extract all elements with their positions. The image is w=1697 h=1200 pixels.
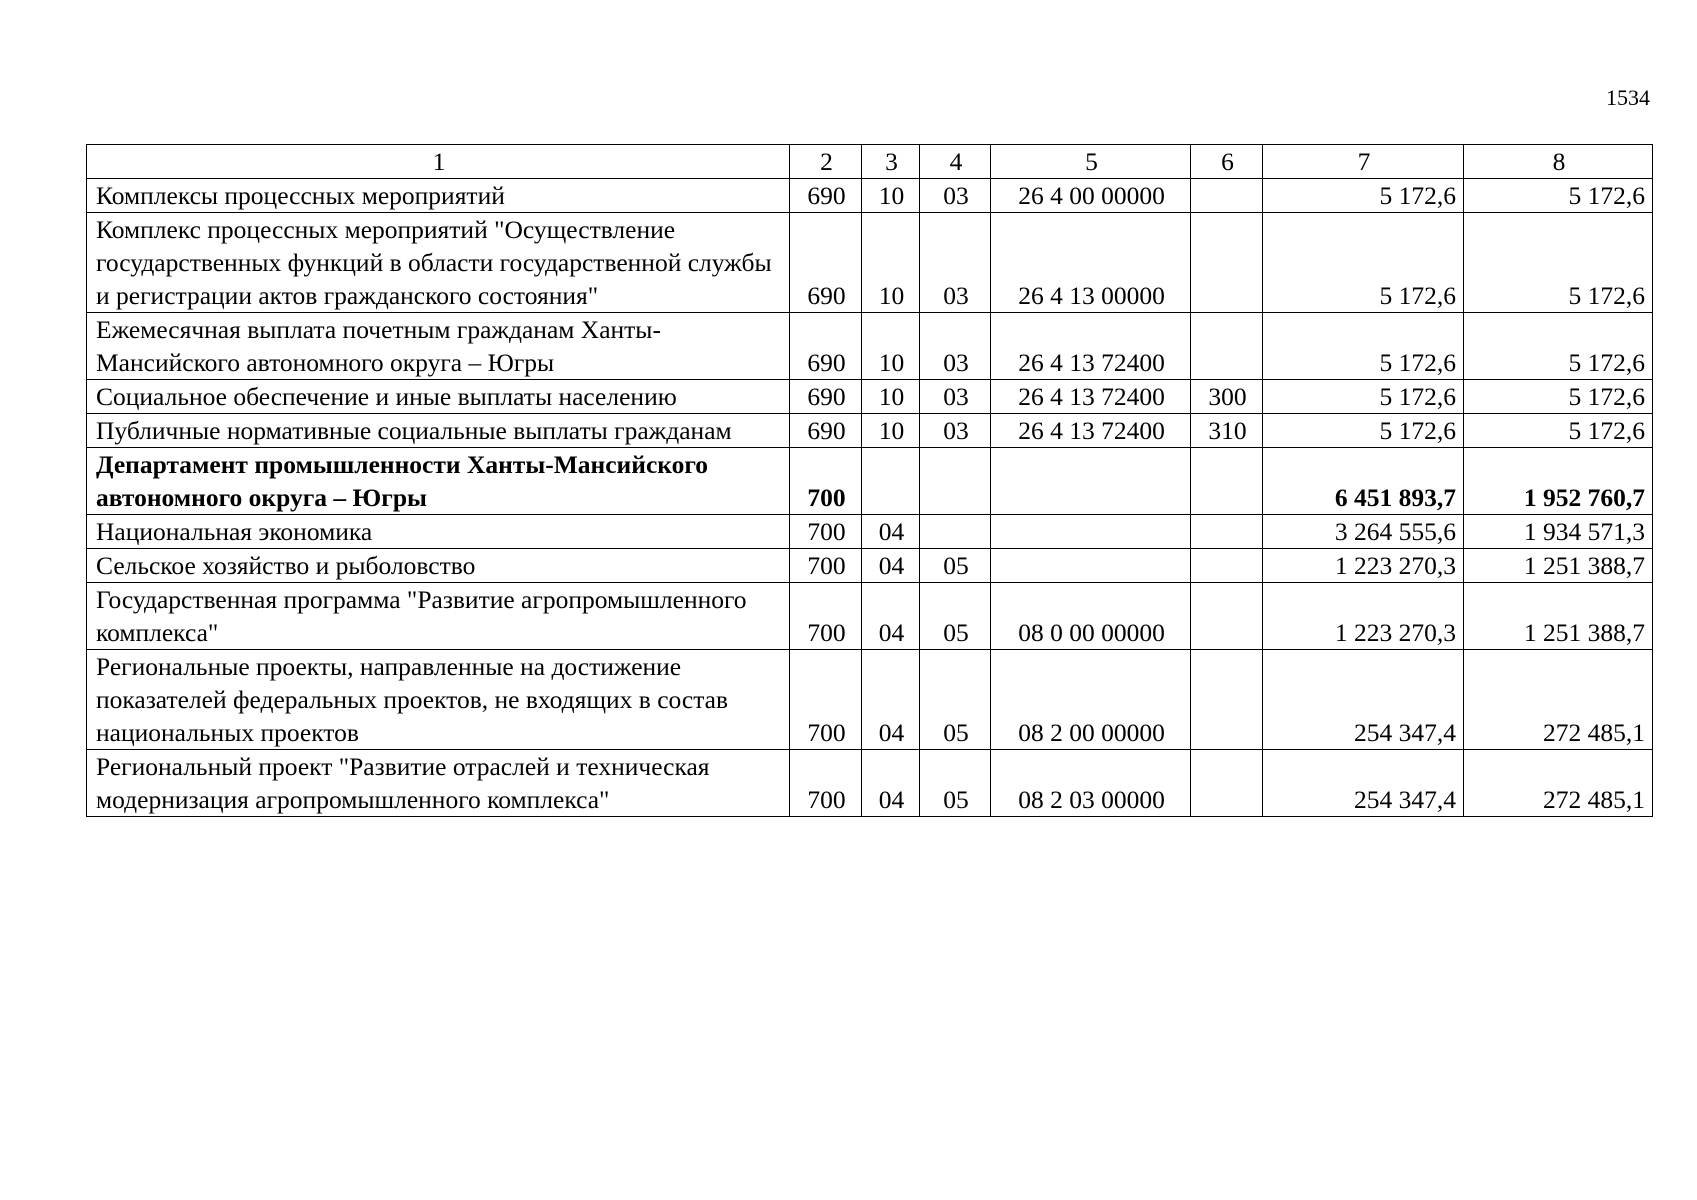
row-target-cell — [991, 448, 1191, 515]
row-amount-cell: 272 485,1 — [1464, 650, 1653, 750]
header-cell: 3 — [862, 145, 920, 179]
row-code-cell: 700 — [790, 583, 862, 650]
row-subsection-cell: 05 — [920, 750, 991, 817]
row-subsection-cell — [920, 448, 991, 515]
header-cell: 4 — [920, 145, 991, 179]
header-cell: 1 — [87, 145, 790, 179]
row-type-cell — [1191, 750, 1263, 817]
table-row — [87, 213, 1653, 313]
row-amount-cell: 1 251 388,7 — [1464, 583, 1653, 650]
row-target-cell: 26 4 00 00000 — [991, 179, 1191, 213]
row-amount-cell: 254 347,4 — [1263, 750, 1464, 817]
row-target-cell — [991, 549, 1191, 583]
row-name-cell: Публичные нормативные социальные выплаты гражданам — [87, 414, 790, 448]
table-row — [87, 414, 1653, 448]
row-amount-cell: 5 172,6 — [1263, 213, 1464, 313]
header-row — [87, 145, 1653, 179]
row-section-cell: 10 — [862, 213, 920, 313]
row-amount-cell: 254 347,4 — [1263, 650, 1464, 750]
row-target-cell: 26 4 13 72400 — [991, 414, 1191, 448]
row-code-cell: 700 — [790, 515, 862, 549]
row-amount-cell: 5 172,6 — [1263, 414, 1464, 448]
row-name-cell: Департамент промышленности Ханты-Мансийского автономного округа – Югры — [87, 448, 790, 515]
header-cell: 5 — [991, 145, 1191, 179]
row-section-cell: 10 — [862, 313, 920, 380]
row-amount-cell: 5 172,6 — [1464, 179, 1653, 213]
row-type-cell — [1191, 549, 1263, 583]
row-target-cell: 26 4 13 00000 — [991, 213, 1191, 313]
row-target-cell: 26 4 13 72400 — [991, 313, 1191, 380]
row-amount-cell: 3 264 555,6 — [1263, 515, 1464, 549]
row-amount-cell: 1 223 270,3 — [1263, 549, 1464, 583]
row-code-cell: 700 — [790, 750, 862, 817]
row-subsection-cell: 05 — [920, 583, 991, 650]
row-amount-cell: 5 172,6 — [1464, 213, 1653, 313]
header-cell: 8 — [1464, 145, 1653, 179]
row-code-cell: 690 — [790, 313, 862, 380]
row-amount-cell: 1 251 388,7 — [1464, 549, 1653, 583]
table-row — [87, 380, 1653, 414]
row-target-cell: 26 4 13 72400 — [991, 380, 1191, 414]
row-amount-cell: 6 451 893,7 — [1263, 448, 1464, 515]
row-code-cell: 700 — [790, 549, 862, 583]
row-section-cell: 04 — [862, 583, 920, 650]
row-target-cell: 08 0 00 00000 — [991, 583, 1191, 650]
row-section-cell: 10 — [862, 380, 920, 414]
row-type-cell: 310 — [1191, 414, 1263, 448]
row-target-cell: 08 2 00 00000 — [991, 650, 1191, 750]
row-amount-cell: 5 172,6 — [1263, 179, 1464, 213]
header-cell: 7 — [1263, 145, 1464, 179]
row-amount-cell: 1 952 760,7 — [1464, 448, 1653, 515]
row-section-cell: 10 — [862, 414, 920, 448]
row-name-cell: Национальная экономика — [87, 515, 790, 549]
table-row — [87, 313, 1653, 380]
table-row — [87, 650, 1653, 750]
row-name-cell: Ежемесячная выплата почетным гражданам Ханты-Мансийского автономного округа – Югры — [87, 313, 790, 380]
table-row — [87, 583, 1653, 650]
row-amount-cell: 5 172,6 — [1263, 380, 1464, 414]
row-subsection-cell: 03 — [920, 414, 991, 448]
row-name-cell: Сельское хозяйство и рыболовство — [87, 549, 790, 583]
header-cell: 6 — [1191, 145, 1263, 179]
row-subsection-cell: 05 — [920, 650, 991, 750]
row-code-cell: 690 — [790, 380, 862, 414]
row-subsection-cell: 03 — [920, 380, 991, 414]
row-name-cell: Социальное обеспечение и иные выплаты населению — [87, 380, 790, 414]
row-type-cell — [1191, 448, 1263, 515]
row-type-cell: 300 — [1191, 380, 1263, 414]
row-code-cell: 690 — [790, 414, 862, 448]
row-amount-cell: 5 172,6 — [1263, 313, 1464, 380]
row-code-cell: 700 — [790, 650, 862, 750]
row-name-cell: Комплексы процессных мероприятий — [87, 179, 790, 213]
row-name-cell: Региональные проекты, направленные на достижение показателей федеральных проектов, не входящих в состав национальных проектов — [87, 650, 790, 750]
row-subsection-cell — [920, 515, 991, 549]
row-name-cell: Комплекс процессных мероприятий "Осуществление государственных функций в области государственной службы и регистрации актов гражданского состояния" — [87, 213, 790, 313]
row-code-cell: 700 — [790, 448, 862, 515]
row-section-cell: 10 — [862, 179, 920, 213]
header-cell: 2 — [790, 145, 862, 179]
row-type-cell — [1191, 650, 1263, 750]
row-type-cell — [1191, 515, 1263, 549]
row-amount-cell: 5 172,6 — [1464, 414, 1653, 448]
row-code-cell: 690 — [790, 179, 862, 213]
row-amount-cell: 272 485,1 — [1464, 750, 1653, 817]
row-type-cell — [1191, 179, 1263, 213]
row-type-cell — [1191, 313, 1263, 380]
row-subsection-cell: 03 — [920, 179, 991, 213]
row-section-cell — [862, 448, 920, 515]
row-amount-cell: 5 172,6 — [1464, 380, 1653, 414]
row-amount-cell: 1 223 270,3 — [1263, 583, 1464, 650]
budget-table — [86, 144, 1653, 817]
table-row — [87, 515, 1653, 549]
row-section-cell: 04 — [862, 650, 920, 750]
row-code-cell: 690 — [790, 213, 862, 313]
row-amount-cell: 1 934 571,3 — [1464, 515, 1653, 549]
row-target-cell — [991, 515, 1191, 549]
row-section-cell: 04 — [862, 515, 920, 549]
row-subsection-cell: 05 — [920, 549, 991, 583]
row-amount-cell: 5 172,6 — [1464, 313, 1653, 380]
page-number: 1534 — [1606, 85, 1650, 110]
table-row — [87, 750, 1653, 817]
row-section-cell: 04 — [862, 750, 920, 817]
row-subsection-cell: 03 — [920, 313, 991, 380]
table-row — [87, 179, 1653, 213]
table-row — [87, 549, 1653, 583]
row-type-cell — [1191, 213, 1263, 313]
row-name-cell: Региональный проект "Развитие отраслей и техническая модернизация агропромышленного комплекса" — [87, 750, 790, 817]
row-type-cell — [1191, 583, 1263, 650]
row-name-cell: Государственная программа "Развитие агропромышленного комплекса" — [87, 583, 790, 650]
row-section-cell: 04 — [862, 549, 920, 583]
row-target-cell: 08 2 03 00000 — [991, 750, 1191, 817]
row-subsection-cell: 03 — [920, 213, 991, 313]
table-row-department — [87, 448, 1653, 515]
